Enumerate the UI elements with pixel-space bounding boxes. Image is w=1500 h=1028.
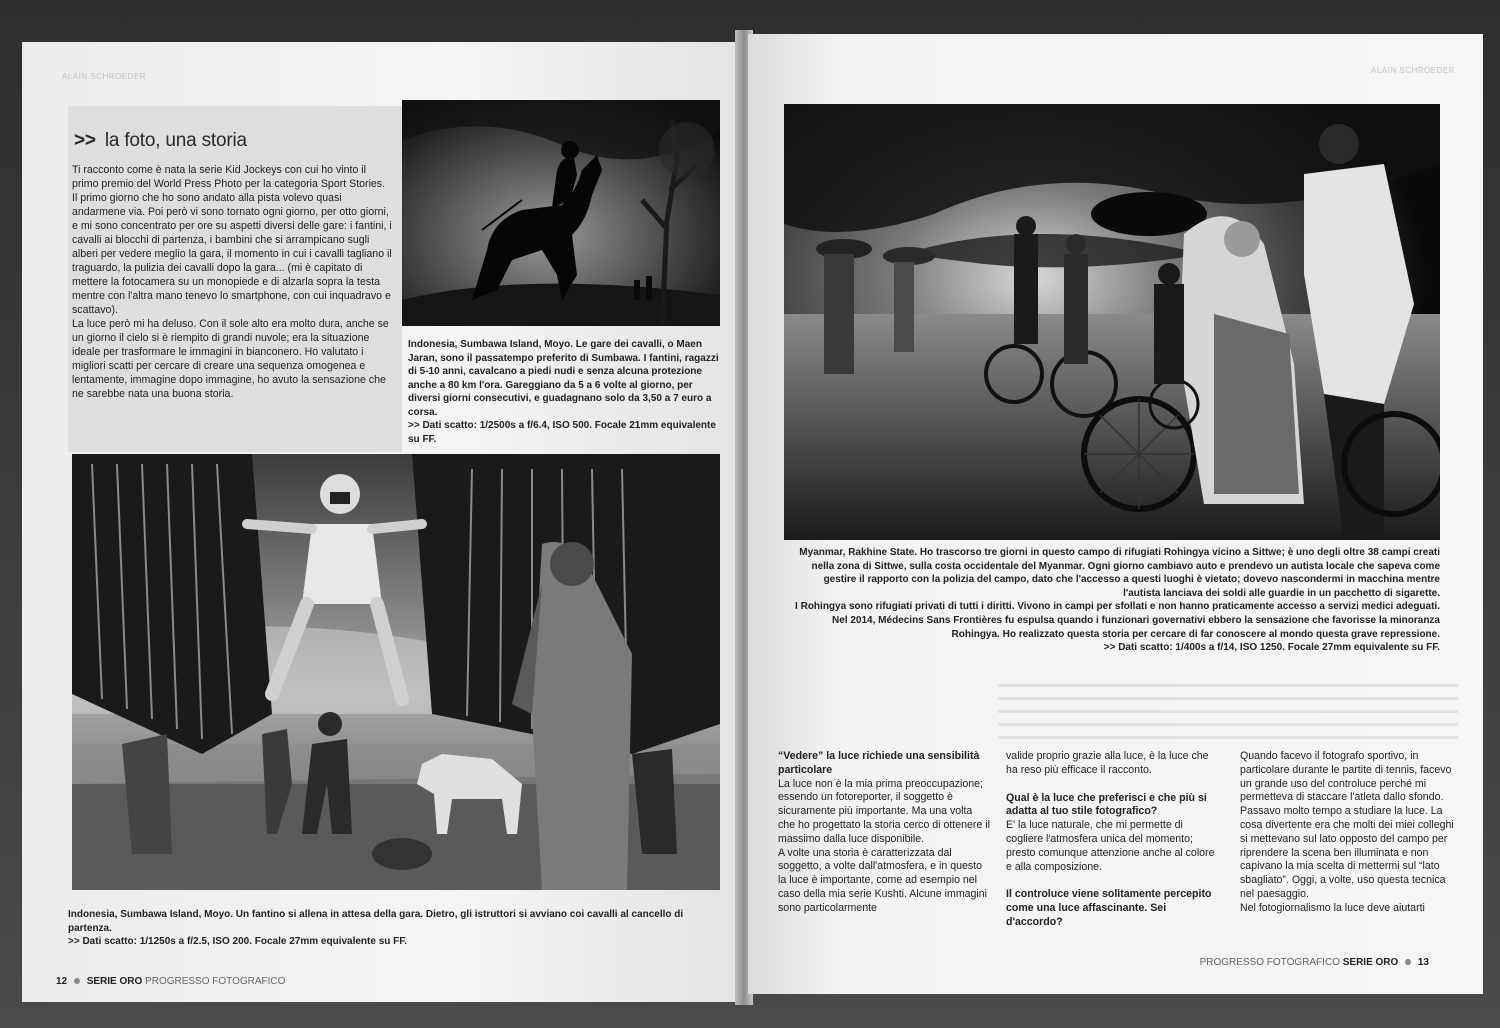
story-paragraph: Ti racconto come è nata la serie Kid Jockeys con cui ho vinto il primo premio del World Press Photo per la categoria Sport Stories. [72,164,386,190]
question-heading: Il controluce viene solitamente percepito come una luce affascinante. Sei d'accordo? [1006,888,1212,928]
folio-magazine: PROGRESSO FOTOGRAFICO [1199,957,1340,968]
title-text: la foto, una storia [104,130,247,151]
folio-dot-icon [74,978,80,984]
right-page [748,34,1483,994]
caption-text: Indonesia, Sumbawa Island, Moyo. Un fantino si allena in attesa della gara. Dietro, gli istruttori si avviano coi cavalli al cancello di partenza. [68,909,684,934]
story-paragraph: Il primo giorno che ho sono andato alla pista volevo quasi andarmene via. Poi però vi sono tornato ogni giorno, per otto giorni, e mi sono concentrato per ore su aspetti diversi delle gare: i fantini, i cavalli ai blocchi di partenza, i bambini che si arrampicano sugli alberi per vedere meglio la gara, il momento in cui i cavalli tagliano il traguardo, la pulizia dei cavalli dopo la gara... (mi è capitato di mettere la fotocamera su un monopiede e di alzarla sopra la testa mentre con l'altra mano tenevo lo smartphone, con cui inquadravo e scattavo). [72,192,392,316]
photo-horse-rider [402,100,720,326]
page-number: 12 [56,976,68,987]
page-number: 13 [1417,957,1429,968]
folio-series: SERIE ORO [86,976,143,987]
answer-text: Quando facevo il fotografo sportivo, in particolare durante le partite di tennis, facevo un grande uso del controluce perché mi permetteva di staccare l'atleta dallo sfondo. Passavo molto tempo a studiare la luce. La cosa divertente era che molti dei miei colleghi si mettevano sul lato opposto del campo per riprendere la scena ben illuminata e non capivano la mia scelta di mettermi sul “lato sbagliato”. Oggi, a volte, uso questa tecnica nel paesaggio. [1240,750,1454,900]
question-heading: Qual è la luce che preferisci e che più si adatta al tuo stile fotografico? [1006,791,1207,818]
question-heading: “Vedere” la luce richiede una sensibilità particolare [778,750,980,776]
caption-jockey [68,908,718,949]
caption-text: I Rohingya sono rifugiati privati di tutti i diritti. Vivono in campi per sfollati e non hanno praticamente accesso a servizi medici adeguati. Nel 2014, Médecins Sans Frontières fu espulsa quando i funzionari governativi ebbero la sensazione che favorisse la minoranza Rohingya. Ho realizzato questa storia per cercare di far conoscere al mondo questa grave repressione. [795,601,1440,640]
story-paragraph: La luce però mi ha deluso. Con il sole alto era molto dura, anche se un giorno il cielo si è riempito di grandi nuvole; era la situazione ideale per trasformare le immagini in bianconero. Ho valutato i migliori scatti per cercare di creare una sequenza omogenea e lentamente, immagine dopo immagine, ho avuto la sensazione che ne sarebbe nata una buona storia. [72,318,389,400]
folio-right [1200,957,1429,968]
running-header-left: ALAIN SCHROEDER [62,72,146,81]
folio-series: SERIE ORO [1342,957,1399,968]
answer-text: Nel fotogiornalismo la luce deve aiutarti [1240,901,1425,914]
interview-column-2 [1006,750,1220,930]
folio-left [56,976,285,987]
interview-column-3 [1240,750,1454,916]
answer-text: A volte una storia è caratterizzata dal soggetto, a volte dall'atmosfera, e in questo la luce è importante, come ad esempio nel caso della mia serie Kushti. Alcune immagini sono particolarmente [778,846,988,914]
caption-specs: >> Dati scatto: 1/1250s a f/2.5, ISO 200. Focale 27mm equivalente su FF. [68,936,408,947]
folio-magazine: PROGRESSO FOTOGRAFICO [145,976,286,987]
running-header-right: ALAIN SCHROEDER [1371,66,1455,75]
show-through-text [998,684,1458,744]
answer-text: E' la luce naturale, che mi permette di cogliere l'atmosfera unica del momento; presto comunque attenzione anche al colore e alla composizione. [1006,819,1215,873]
answer-text: valide proprio grazie alla luce, è la luce che ha reso più efficace il racconto. [1006,750,1209,776]
interview-column-1 [778,750,992,916]
caption-myanmar [788,546,1440,655]
story-title [74,130,247,152]
photo-kid-jockey [72,454,720,890]
caption-text: Myanmar, Rakhine State. Ho trascorso tre giorni in questo campo di rifugiati Rohingya vicino a Sittwe; è uno degli oltre 38 campi creati nella zona di Sittwe, sulla costa occidentale del Myanmar. Ogni giorno cambiavo auto e prendevo un autista locale che sapeva come gestire il rapporto con la polizia del campo, dato che l'accesso a questi luoghi è vietato; dovevo nascondermi in macchina mentre l'autista lanciava dei soldi alle guardie in un pacchetto di sigarette. [799,547,1440,599]
caption-specs: >> Dati scatto: 1/400s a f/14, ISO 1250. Focale 27mm equivalente su FF. [1103,642,1440,654]
title-arrows: >> [74,130,96,151]
caption-specs: >> Dati scatto: 1/2500s a f/6.4, ISO 500. Focale 21mm equivalente su FF. [408,420,716,445]
photo-rohingya-camp [784,104,1440,540]
caption-text: Indonesia, Sumbawa Island, Moyo. Le gare dei cavalli, o Maen Jaran, sono il passatempo preferito di Sumbawa. I fantini, ragazzi di 5-10 anni, cavalcano a piedi nudi e senza alcuna protezione anche a 80 km l'ora. Gareggiano da 5 a 6 volte al giorno, per diversi giorni consecutivi, e guadagnano solo da 3,50 a 7 euro a corsa. [408,339,719,418]
folio-dot-icon [1405,959,1411,965]
caption-rider [408,338,726,446]
answer-text: La luce non è la mia prima preoccupazione; essendo un fotoreporter, il soggetto è sicuramente più importante. Ma una volta che ho progettato la storia cerco di ottenere il massimo dalla luce disponibile. [778,777,990,845]
left-page [22,42,740,1002]
story-text [72,163,392,401]
